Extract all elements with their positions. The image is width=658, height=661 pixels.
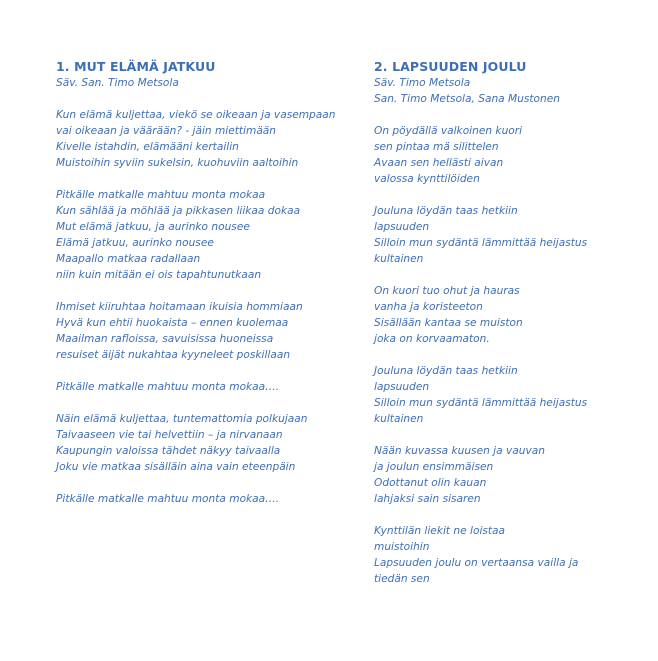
song-credit: Säv. Timo Metsola: [374, 77, 471, 89]
song-credit: San. Timo Metsola, Sana Mustonen: [374, 93, 560, 105]
lyric-line: Silloin mun sydäntä lämmittää heijastus: [374, 397, 588, 409]
lyric-line: Kun elämä kuljettaa, viekö se oikeaan ja vasempaan: [56, 109, 336, 121]
lyric-line: Jouluna löydän taas hetkiin: [374, 205, 518, 217]
verse: [374, 283, 634, 347]
verse: [374, 363, 634, 427]
lyric-line: Nään kuvassa kuusen ja vauvan: [374, 445, 545, 457]
lyric-line: On kuori tuo ohut ja hauras: [374, 285, 520, 297]
lyric-line: lapsuuden: [374, 381, 430, 393]
lyric-line: Silloin mun sydäntä lämmittää heijastus: [374, 237, 588, 249]
lyric-line: lahjaksi sain sisaren: [374, 493, 481, 505]
lyric-line: Odottanut olin kauan: [374, 477, 487, 489]
lyric-line: Jouluna löydän taas hetkiin: [374, 365, 518, 377]
lyric-line: Lapsuuden joulu on vertaansa vailla ja: [374, 557, 579, 569]
song-credit: Säv. San. Timo Metsola: [56, 77, 179, 89]
lyric-line: Elämä jatkuu, aurinko nousee: [56, 237, 214, 249]
lyric-line: kultainen: [374, 253, 424, 265]
song-1: [56, 59, 346, 507]
verse: [56, 187, 346, 283]
lyric-line: niin kuin mitään ei ois tapahtunutkaan: [56, 269, 262, 281]
lyric-line: Taivaaseen vie tai helvettiin – ja nirvanaan: [56, 429, 283, 441]
lyric-line: muistoihin: [374, 541, 430, 553]
lyric-line: Avaan sen hellästi aivan: [374, 157, 504, 169]
lyric-line: Pitkälle matkalle mahtuu monta mokaa….: [56, 493, 280, 505]
lyric-line: Maailman rafloissa, savuisissa huoneissa: [56, 333, 274, 345]
lyric-line: Pitkälle matkalle mahtuu monta mokaa….: [56, 381, 280, 393]
lyric-line: Kivelle istahdin, elämääni kertailin: [56, 141, 239, 153]
lyric-line: Näin elämä kuljettaa, tuntemattomia polkujaan: [56, 413, 308, 425]
verse: [374, 203, 634, 267]
lyric-line: joka on korvaamaton.: [374, 333, 490, 345]
song-title: 1. MUT ELÄMÄ JATKUU: [56, 59, 216, 74]
lyric-line: On pöydällä valkoinen kuori: [374, 125, 523, 137]
lyric-line: Maapallo matkaa radallaan: [56, 253, 201, 265]
lyric-line: Ihmiset kiiruhtaa hoitamaan ikuisia hommiaan: [56, 301, 303, 313]
lyric-line: valossa kynttilöiden: [374, 173, 480, 185]
lyric-line: kultainen: [374, 413, 424, 425]
song-title: 2. LAPSUUDEN JOULU: [374, 59, 527, 74]
lyric-line: Kaupungin valoissa tähdet näkyy taivaalla: [56, 445, 281, 457]
lyric-line: Kynttilän liekit ne loistaa: [374, 525, 506, 537]
song-2: [374, 59, 634, 587]
lyric-line: sen pintaa mä silittelen: [374, 141, 499, 153]
lyric-line: lapsuuden: [374, 221, 430, 233]
lyric-line: vanha ja koristeeton: [374, 301, 483, 313]
verse: [56, 107, 346, 171]
lyric-line: Hyvä kun ehtii huokaista – ennen kuolemaa: [56, 317, 289, 329]
verse: [56, 379, 346, 395]
lyric-line: vai oikeaan ja väärään? - jäin miettimään: [56, 125, 277, 137]
lyric-line: Kun sählää ja möhlää ja pikkasen liikaa dokaa: [56, 205, 301, 217]
lyric-line: resuiset äijät nukahtaa kyyneleet poskillaan: [56, 349, 291, 361]
verse: [374, 443, 634, 507]
lyric-line: Joku vie matkaa sisälläin aina vain eteenpäin: [56, 461, 296, 473]
lyric-line: Muistoihin syviin sukelsin, kuohuviin aaltoihin: [56, 157, 299, 169]
verse: [374, 523, 634, 587]
verse: [56, 411, 346, 475]
lyric-line: ja joulun ensimmäisen: [374, 461, 494, 473]
lyric-line: Sisällään kantaa se muiston: [374, 317, 523, 329]
lyric-line: tiedän sen: [374, 573, 430, 585]
lyric-line: Mut elämä jatkuu, ja aurinko nousee: [56, 221, 250, 233]
verse: [56, 299, 346, 363]
verse: [56, 491, 346, 507]
verse: [374, 123, 634, 187]
lyric-line: Pitkälle matkalle mahtuu monta mokaa: [56, 189, 266, 201]
